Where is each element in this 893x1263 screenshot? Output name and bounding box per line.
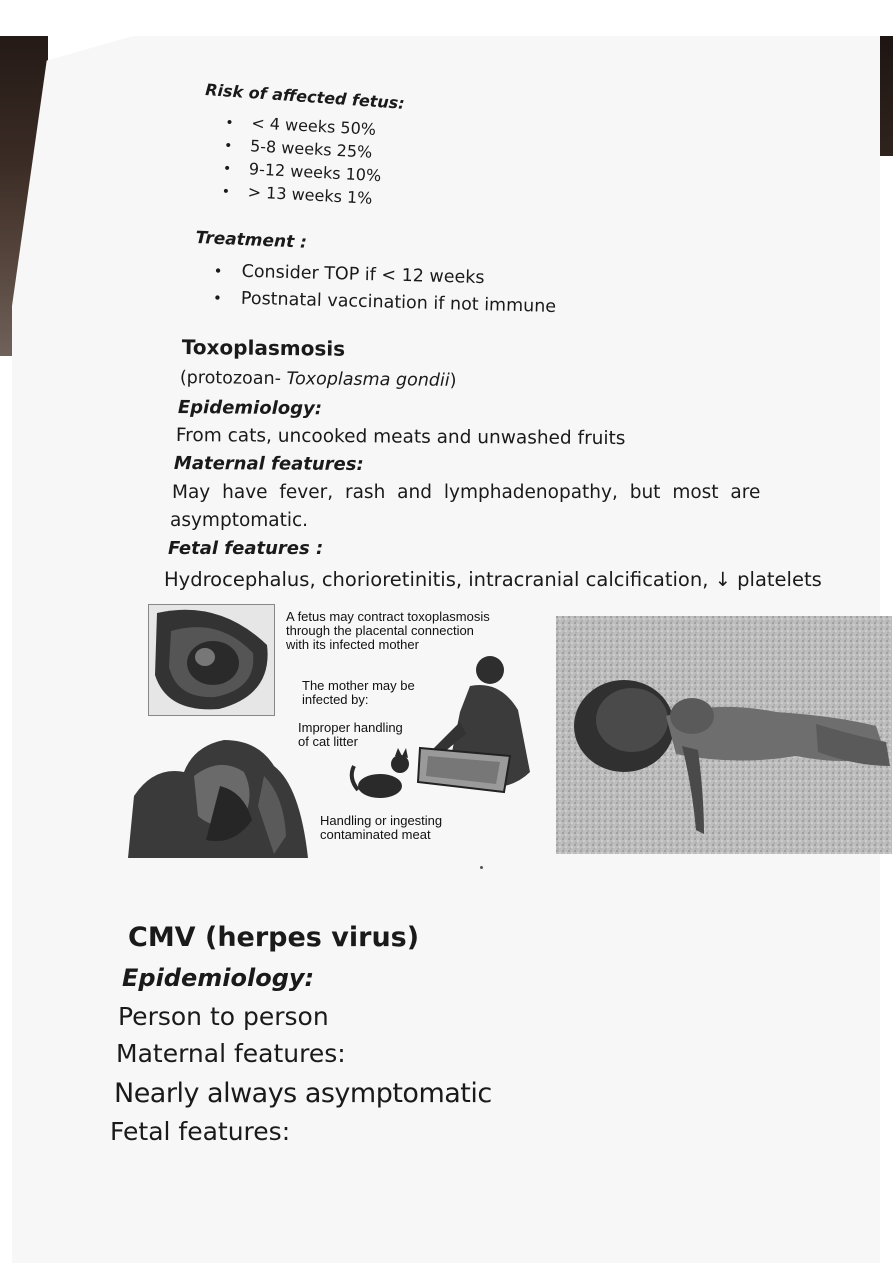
cmv-epidemiology-text: Person to person: [118, 1002, 329, 1031]
organism-name: Toxoplasma gondii: [286, 369, 450, 391]
cmv-maternal-text: Nearly always asymptomatic: [114, 1078, 492, 1109]
hydrocephalic-infant-image: [556, 616, 892, 854]
list-item: • 9-12 weeks 10%: [222, 156, 381, 187]
cmv-epidemiology-label: Epidemiology:: [122, 964, 315, 992]
list-item: • Postnatal vaccination if not immune: [213, 285, 557, 321]
list-item: • Consider TOP if < 12 weeks: [213, 258, 557, 294]
caption-line: The mother may be: [302, 678, 415, 693]
caption-line: through the placental connection: [286, 623, 474, 638]
speck: [480, 866, 483, 869]
list-item: • > 13 weeks 1%: [221, 179, 380, 210]
subtitle-suffix: ): [449, 370, 457, 391]
caption-line: contaminated meat: [320, 827, 431, 842]
toxo-maternal-label: Maternal features:: [173, 453, 364, 475]
caption-placental-transmission: [286, 610, 490, 652]
toxo-fetal-label: Fetal features :: [168, 538, 324, 559]
caption-line: Handling or ingesting: [320, 813, 443, 828]
risk-heading: Risk of affected fetus:: [204, 80, 406, 113]
subtitle-prefix: (protozoan-: [179, 368, 287, 390]
treatment-list: [213, 258, 558, 321]
caption-line: infected by:: [302, 692, 369, 707]
toxo-epidemiology-text: From cats, uncooked meats and unwashed fruits: [175, 425, 626, 450]
pregnant-woman-image: [124, 736, 316, 858]
caption-line: Improper handling: [298, 720, 403, 735]
list-item: • < 4 weeks 50%: [225, 110, 384, 141]
caption-line: with its infected mother: [286, 637, 419, 652]
list-item: • 5-8 weeks 25%: [224, 133, 383, 164]
toxo-fetal-text: Hydrocephalus, chorioretinitis, intracranial calcification, ↓ platelets: [164, 568, 822, 591]
toxo-maternal-text-continued: asymptomatic.: [170, 510, 309, 531]
top-margin: [0, 0, 893, 36]
toxo-maternal-text: May have fever, rash and lymphadenopathy, but most are: [172, 482, 761, 503]
cmv-fetal-label: Fetal features:: [110, 1117, 291, 1146]
toxoplasmosis-title: Toxoplasmosis: [181, 335, 346, 361]
risk-list: [221, 110, 384, 210]
cmv-maternal-label: Maternal features:: [116, 1039, 346, 1068]
mother-with-cat-image: [340, 652, 545, 812]
placenta-image: [148, 604, 275, 716]
cmv-title: CMV (herpes virus): [128, 922, 420, 953]
treatment-heading: Treatment :: [195, 228, 308, 253]
caption-line: A fetus may contract toxoplasmosis: [286, 609, 490, 624]
caption-line: of cat litter: [298, 734, 358, 749]
caption-contaminated-meat: [320, 814, 442, 842]
toxo-epidemiology-label: Epidemiology:: [177, 397, 323, 420]
toxoplasmosis-subtitle: [180, 368, 457, 391]
